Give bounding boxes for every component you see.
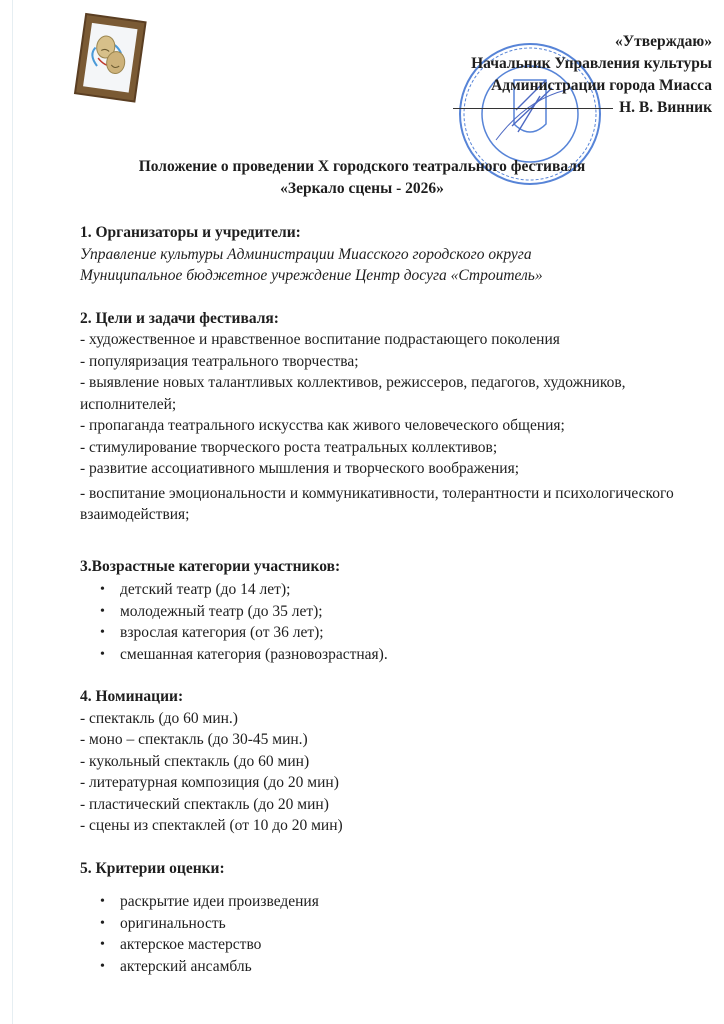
- nomination-item: - моно – спектакль (до 30-45 мин.): [80, 731, 308, 748]
- spacer: [80, 837, 720, 858]
- nomination-item: - пластический спектакль (до 20 мин): [80, 795, 329, 813]
- theater-masks-icon: [72, 10, 152, 110]
- goal-item: - пропаганда театрального искусства как живого человеческого общения;: [80, 417, 565, 434]
- signatory-name: Н. В. Винник: [619, 99, 712, 116]
- criteria-item: • актерское мастерство: [100, 934, 720, 956]
- organizer-item: Управление культуры Администрации Миасского городского округа: [80, 245, 532, 263]
- scan-edge: [12, 0, 13, 1024]
- age-category-item: • смешанная категория (разновозрастная).: [100, 644, 720, 666]
- document-title: [0, 156, 724, 200]
- spacer: [80, 526, 720, 556]
- section-heading: 4. Номинации:: [80, 688, 184, 705]
- organizer-item: Муниципальное бюджетное учреждение Центр досуга «Строитель»: [80, 267, 543, 284]
- goal-item: - стимулирование творческого роста театральных коллективов;: [80, 438, 498, 456]
- approval-position: Начальник Управления культуры: [471, 55, 712, 72]
- section-organizers: [80, 222, 720, 287]
- section-heading: 1. Организаторы и учредители:: [80, 224, 301, 241]
- approval-organization: Администрации города Миасса: [491, 77, 712, 94]
- spacer: [80, 665, 720, 686]
- section-heading: 2. Цели и задачи фестиваля:: [80, 309, 279, 327]
- title-line-1: Положение о проведении Х городского театрального фестиваля: [138, 158, 586, 175]
- section-heading: 3.Возрастные категории участников:: [80, 557, 341, 575]
- section-criteria: [80, 858, 720, 978]
- section-goals: [80, 308, 720, 526]
- age-category-item: • взрослая категория (от 36 лет);: [100, 622, 720, 644]
- age-category-item: • молодежный театр (до 35 лет);: [100, 601, 720, 623]
- age-category-list: [80, 579, 720, 665]
- title-line-2: «Зеркало сцены - 2026»: [280, 180, 444, 197]
- criteria-item: • актерский ансамбль: [100, 956, 720, 978]
- nomination-item: - спектакль (до 60 мин.): [80, 709, 238, 727]
- signature-line: [453, 108, 613, 109]
- section-age-categories: [80, 556, 720, 666]
- goal-item: - развитие ассоциативного мышления и творческого воображения;: [80, 460, 520, 477]
- approval-signature-row: [453, 97, 712, 119]
- nomination-item: - кукольный спектакль (до 60 мин): [80, 752, 310, 770]
- section-nominations: [80, 686, 720, 837]
- criteria-list: [80, 891, 720, 977]
- criteria-item: • раскрытие идеи произведения: [100, 891, 720, 913]
- nomination-item: - литературная композиция (до 20 мин): [80, 774, 339, 791]
- nomination-item: - сцены из спектаклей (от 10 до 20 мин): [80, 817, 343, 834]
- age-category-item: • детский театр (до 14 лет);: [100, 579, 720, 601]
- section-heading: 5. Критерии оценки:: [80, 859, 225, 877]
- goal-item: - выявление новых талантливых коллективов, режиссеров, педагогов, художников, исполнителей;: [80, 374, 626, 413]
- goal-item: - художественное и нравственное воспитание подрастающего поколения: [80, 331, 560, 348]
- criteria-item: • оригинальность: [100, 913, 720, 935]
- approval-block: [453, 31, 712, 119]
- goal-item: - воспитание эмоциональности и коммуникативности, толерантности и психологического взаимодействия;: [80, 484, 674, 523]
- goal-item: - популяризация театрального творчества;: [80, 352, 359, 370]
- spacer: [80, 287, 720, 308]
- approval-heading: «Утверждаю»: [614, 33, 712, 50]
- document-body: [80, 222, 720, 977]
